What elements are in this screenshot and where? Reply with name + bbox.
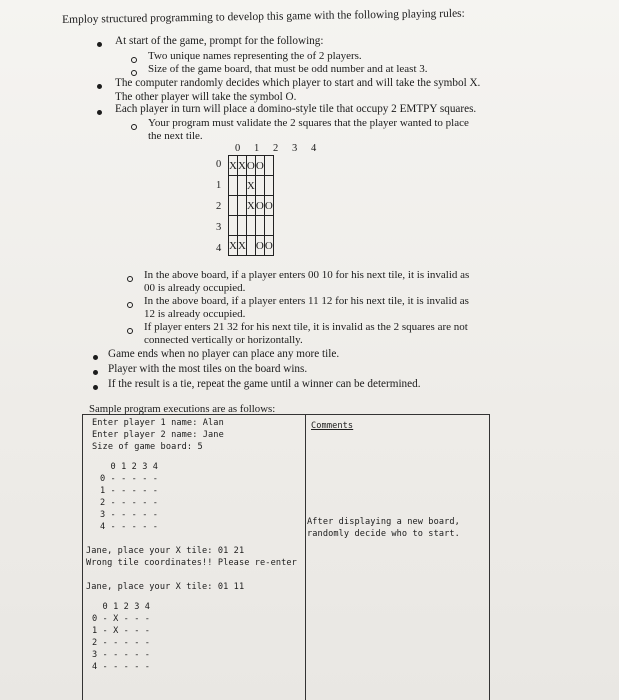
- output-player2-prompt: Enter player 2 name: Jane: [92, 430, 224, 440]
- board-cell: O: [246, 156, 255, 176]
- example-invalid-occupied-00-cont: 00 is already occupied.: [144, 282, 246, 294]
- rule-random-start: The computer randomly decides which player to start and will take the symbol X.: [115, 77, 481, 89]
- board-cell: [255, 176, 264, 196]
- sub-bullet-circle: [131, 70, 137, 76]
- console-board-line: 4 - - - - -: [92, 662, 151, 672]
- sub-bullet-circle: [127, 302, 133, 308]
- rule-tie-repeat: If the result is a tie, repeat the game until a winner can be determined.: [108, 378, 421, 390]
- bullet-dot: [97, 42, 102, 47]
- rule-start-prompt: At start of the game, prompt for the following:: [115, 35, 324, 47]
- board-row: [229, 196, 274, 216]
- sample-heading: Sample program executions are as follows:: [89, 403, 276, 415]
- board-cell: O: [255, 156, 264, 176]
- board-cell: [237, 196, 246, 216]
- example-not-connected-cont: connected vertically or horizontally.: [144, 334, 303, 346]
- board-grid: [228, 155, 274, 256]
- board-cell: [255, 216, 264, 236]
- row-header: 4: [216, 243, 222, 254]
- column-header: 4: [311, 143, 317, 154]
- row-header: 3: [216, 222, 222, 233]
- column-header: 3: [292, 143, 298, 154]
- rule-validate-line2: the next tile.: [148, 130, 203, 142]
- sub-bullet-circle: [131, 57, 137, 63]
- board-row: [229, 216, 274, 236]
- board-row: [229, 176, 274, 196]
- row-header: 0: [216, 159, 222, 170]
- board-cell: O: [264, 196, 273, 216]
- rule-board-size: Size of the game board, that must be odd number and at least 3.: [148, 63, 428, 75]
- console-board-line: 0 - - - - -: [100, 474, 159, 484]
- rule-domino-tile: Each player in turn will place a domino-style tile that occupy 2 EMTPY squares.: [115, 103, 477, 115]
- rule-most-tiles-wins: Player with the most tiles on the board wins.: [108, 363, 308, 375]
- comments-header: Comments: [311, 421, 354, 431]
- board-cell: O: [255, 196, 264, 216]
- column-header: 1: [254, 143, 260, 154]
- output-board-size-prompt: Size of game board: 5: [92, 442, 203, 452]
- example-invalid-occupied-12-cont: 12 is already occupied.: [144, 308, 246, 320]
- comments-column: [304, 414, 490, 700]
- bullet-dot: [93, 355, 98, 360]
- board-cell: [264, 176, 273, 196]
- board-cell: X: [246, 196, 255, 216]
- board-cell: X: [229, 236, 238, 256]
- board-cell: X: [237, 236, 246, 256]
- board-cell: X: [229, 156, 238, 176]
- rule-player-names: Two unique names representing the of 2 players.: [148, 50, 362, 62]
- rule-other-player: The other player will take the symbol O.: [115, 91, 297, 103]
- board-cell: [237, 176, 246, 196]
- console-board-line: 2 - - - - -: [92, 638, 151, 648]
- board-cell: [237, 216, 246, 236]
- console-board-line: 0 1 2 3 4: [100, 462, 159, 472]
- board-cell: [246, 236, 255, 256]
- rule-game-ends: Game ends when no player can place any more tile.: [108, 348, 340, 360]
- comment-line: After displaying a new board,: [307, 517, 460, 527]
- board-cell: [229, 176, 238, 196]
- output-turn-prompt: Jane, place your X tile: 01 21: [86, 546, 245, 556]
- bullet-dot: [93, 385, 98, 390]
- rule-validate-line1: Your program must validate the 2 squares that the player wanted to place: [148, 117, 469, 129]
- sub-bullet-circle: [131, 124, 137, 130]
- bullet-dot: [97, 110, 102, 115]
- example-not-connected: If player enters 21 32 for his next tile, it is invalid as the 2 squares are not: [144, 321, 468, 333]
- console-board-line: 1 - X - - -: [92, 626, 151, 636]
- board-cell: O: [264, 236, 273, 256]
- example-invalid-occupied-00: In the above board, if a player enters 00 10 for his next tile, it is invalid as: [144, 269, 470, 281]
- board-cell: X: [237, 156, 246, 176]
- board-cell: [264, 216, 273, 236]
- console-board-line: 2 - - - - -: [100, 498, 159, 508]
- output-turn-prompt: Jane, place your X tile: 01 11: [86, 582, 245, 592]
- row-header: 2: [216, 201, 222, 212]
- column-header: 0: [235, 143, 241, 154]
- board-cell: O: [255, 236, 264, 256]
- console-board-line: 4 - - - - -: [100, 522, 159, 532]
- sub-bullet-circle: [127, 328, 133, 334]
- board-row: [229, 236, 274, 256]
- bullet-dot: [97, 84, 102, 89]
- row-header: 1: [216, 180, 222, 191]
- board-cell: [264, 156, 273, 176]
- board-cell: [229, 196, 238, 216]
- example-invalid-occupied-12: In the above board, if a player enters 11 12 for his next tile, it is invalid as: [144, 295, 469, 307]
- column-header: 2: [273, 143, 279, 154]
- console-board-line: 0 - X - - -: [92, 614, 151, 624]
- board-cell: [246, 216, 255, 236]
- output-error-message: Wrong tile coordinates!! Please re-enter: [86, 558, 297, 568]
- board-cell: [229, 216, 238, 236]
- console-board-line: 3 - - - - -: [92, 650, 151, 660]
- bullet-dot: [93, 370, 98, 375]
- board-row: [229, 156, 274, 176]
- console-board-line: 0 1 2 3 4: [92, 602, 151, 612]
- intro-text: Employ structured programming to develop this game with the following playing rules:: [62, 7, 465, 26]
- console-board-line: 1 - - - - -: [100, 486, 159, 496]
- output-player1-prompt: Enter player 1 name: Alan: [92, 418, 224, 428]
- sub-bullet-circle: [127, 276, 133, 282]
- board-cell: X: [246, 176, 255, 196]
- comment-line: randomly decide who to start.: [307, 529, 460, 539]
- console-board-line: 3 - - - - -: [100, 510, 159, 520]
